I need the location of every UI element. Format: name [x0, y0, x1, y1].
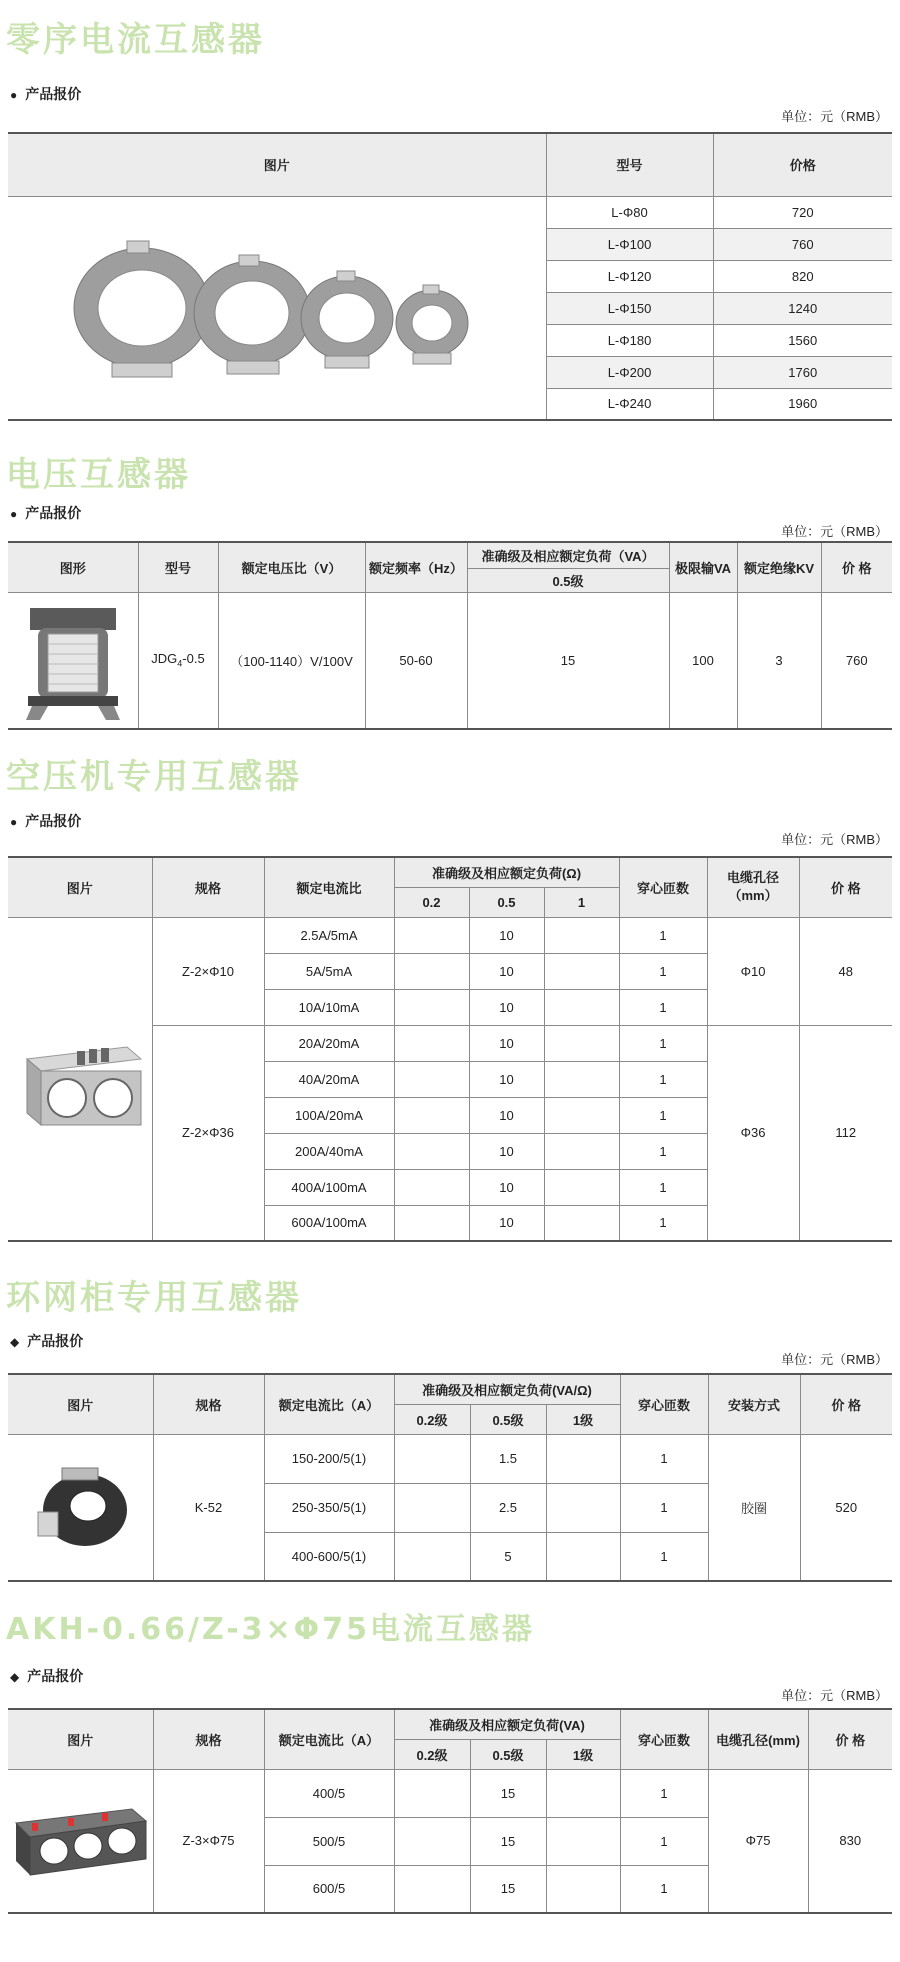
- product-photo-cell: [8, 1434, 153, 1581]
- class-1-cell: [546, 1483, 620, 1532]
- header-spec: 规格: [153, 1374, 264, 1434]
- section-subtitle: [10, 1666, 83, 1686]
- price-cell: 1760: [713, 356, 892, 388]
- ring-main-unit-price-table: [8, 1373, 892, 1582]
- header-model: 型号: [546, 133, 713, 196]
- section-subtitle: [10, 1331, 83, 1351]
- akh-ct-photo: [12, 1801, 150, 1881]
- class-1-cell: [544, 1205, 619, 1241]
- turns-cell: 1: [619, 1025, 707, 1061]
- current-ratio-cell: 600/5: [264, 1865, 394, 1913]
- header-class-05: 0.5级: [470, 1404, 546, 1434]
- header-cable-hole: 电缆孔径（mm）: [707, 857, 799, 917]
- zero-sequence-ct-photo: [67, 213, 487, 403]
- mount-cell: 胶圈: [708, 1434, 800, 1581]
- class-05-cell: 10: [469, 1025, 544, 1061]
- turns-cell: 1: [619, 953, 707, 989]
- class-05-cell: 10: [469, 1097, 544, 1133]
- header-current-ratio: 额定电流比: [264, 857, 394, 917]
- class-02-cell: [394, 953, 469, 989]
- header-accuracy: 准确级及相应额定负荷（VA）: [467, 542, 669, 568]
- current-ratio-cell: 500/5: [264, 1817, 394, 1865]
- header-grade-05: 0.5级: [467, 568, 669, 592]
- class-1-cell: [544, 1097, 619, 1133]
- current-ratio-cell: 40A/20mA: [264, 1061, 394, 1097]
- class-02-cell: [394, 1097, 469, 1133]
- model-cell: L-Φ200: [546, 356, 713, 388]
- class-1-cell: [546, 1532, 620, 1581]
- product-photo-cell: [8, 592, 138, 729]
- header-current-ratio: 额定电流比（A）: [264, 1374, 394, 1434]
- price-cell: 112: [799, 1025, 892, 1241]
- bullet-circle-icon: ●: [10, 815, 18, 829]
- class-1-cell: [544, 1133, 619, 1169]
- turns-cell: 1: [620, 1769, 708, 1817]
- unit-label: 单位：元（RMB）: [781, 832, 888, 847]
- header-turns: 穿心匝数: [620, 1374, 708, 1434]
- class-1-cell: [544, 989, 619, 1025]
- turns-cell: 1: [620, 1865, 708, 1913]
- unit-label: 单位：元（RMB）: [781, 1352, 888, 1367]
- header-price: 价 格: [821, 542, 892, 592]
- turns-cell: 1: [620, 1434, 708, 1483]
- header-class-05: 0.5级: [470, 1739, 546, 1769]
- header-turns: 穿心匝数: [620, 1709, 708, 1769]
- spec-cell: Z-3×Φ75: [153, 1769, 264, 1913]
- spec-cell: Z-2×Φ10: [152, 917, 264, 1025]
- header-image: 图片: [8, 1709, 153, 1769]
- zero-sequence-price-table: [8, 132, 892, 421]
- class-05-cell: 10: [469, 989, 544, 1025]
- class-1-cell: [544, 1025, 619, 1061]
- class-1-cell: [546, 1769, 620, 1817]
- class-02-cell: [394, 1769, 470, 1817]
- air-compressor-ct-photo: [15, 1029, 145, 1129]
- class-02-cell: [394, 1434, 470, 1483]
- class-02-cell: [394, 1169, 469, 1205]
- class-05-cell: 10: [469, 917, 544, 953]
- model-cell: $JDG_4-0.5$: [138, 592, 218, 729]
- section-subtitle: [10, 503, 81, 523]
- price-cell: 520: [800, 1434, 892, 1581]
- section-title-air-compressor: 空压机专用互感器: [6, 757, 302, 797]
- turns-cell: 1: [620, 1483, 708, 1532]
- subtitle-text: 产品报价: [27, 1333, 84, 1349]
- class-02-cell: [394, 1061, 469, 1097]
- header-model: 型号: [138, 542, 218, 592]
- price-cell: 760: [713, 228, 892, 260]
- class-02-cell: [394, 1532, 470, 1581]
- class-02-cell: [394, 1205, 469, 1241]
- price-cell: 760: [821, 592, 892, 729]
- subtitle-text: 产品报价: [25, 86, 82, 102]
- header-mount: 安装方式: [708, 1374, 800, 1434]
- header-price: 价 格: [799, 857, 892, 917]
- voltage-transformer-photo: [18, 598, 128, 723]
- header-insulation: 额定绝缘KV: [737, 542, 821, 592]
- section-title-voltage-transformer: 电压互感器: [6, 455, 191, 495]
- class-1-cell: [544, 917, 619, 953]
- bullet-circle-icon: ●: [10, 507, 18, 521]
- model-cell: L-Φ120: [546, 260, 713, 292]
- header-image: 图片: [8, 1374, 153, 1434]
- current-ratio-cell: 5A/5mA: [264, 953, 394, 989]
- price-cell: 720: [713, 196, 892, 228]
- model-cell: L-Φ180: [546, 324, 713, 356]
- class-1-cell: [546, 1817, 620, 1865]
- turns-cell: 1: [619, 1097, 707, 1133]
- model-cell: L-Φ150: [546, 292, 713, 324]
- model-cell: L-Φ100: [546, 228, 713, 260]
- frequency-cell: 50-60: [365, 592, 467, 729]
- class-1-cell: [544, 1169, 619, 1205]
- section-subtitle: [10, 84, 81, 104]
- header-class-05: 0.5: [469, 887, 544, 917]
- class-02-cell: [394, 917, 469, 953]
- header-limit-output: 极限输VA: [669, 542, 737, 592]
- header-image: 图片: [8, 133, 546, 196]
- current-ratio-cell: 100A/20mA: [264, 1097, 394, 1133]
- header-class-1: 1级: [546, 1404, 620, 1434]
- header-class-1: 1级: [546, 1739, 620, 1769]
- current-ratio-cell: 20A/20mA: [264, 1025, 394, 1061]
- header-shape: 图形: [8, 542, 138, 592]
- header-spec: 规格: [153, 1709, 264, 1769]
- cable-hole-cell: Φ10: [707, 917, 799, 1025]
- class-02-cell: [394, 1483, 470, 1532]
- price-cell: 1240: [713, 292, 892, 324]
- cable-hole-cell: Φ75: [708, 1769, 808, 1913]
- subtitle-text: 产品报价: [27, 1668, 84, 1684]
- unit-label: 单位：元（RMB）: [781, 1688, 888, 1703]
- header-price: 价格: [713, 133, 892, 196]
- class-1-cell: [546, 1434, 620, 1483]
- class-02-cell: [394, 1817, 470, 1865]
- class-1-cell: [544, 1061, 619, 1097]
- model-cell: L-Φ80: [546, 196, 713, 228]
- header-spec: 规格: [152, 857, 264, 917]
- turns-cell: 1: [619, 989, 707, 1025]
- turns-cell: 1: [620, 1817, 708, 1865]
- class-05-cell: 10: [469, 1169, 544, 1205]
- current-ratio-cell: 250-350/5(1): [264, 1483, 394, 1532]
- current-ratio-cell: 400A/100mA: [264, 1169, 394, 1205]
- turns-cell: 1: [619, 1061, 707, 1097]
- header-class-02: 0.2级: [394, 1404, 470, 1434]
- header-accuracy: 准确级及相应额定负荷(VA): [394, 1709, 620, 1739]
- header-accuracy: 准确级及相应额定负荷(Ω): [394, 857, 619, 887]
- product-photo-cell: [8, 196, 546, 420]
- insulation-cell: 3: [737, 592, 821, 729]
- current-ratio-cell: 400-600/5(1): [264, 1532, 394, 1581]
- current-ratio-cell: 150-200/5(1): [264, 1434, 394, 1483]
- section-title-akh: AKH-0.66/Z-3×Φ75电流互感器: [6, 1612, 535, 1647]
- class-05-cell: 10: [469, 1061, 544, 1097]
- header-frequency: 额定频率（Hz）: [365, 542, 467, 592]
- header-turns: 穿心匝数: [619, 857, 707, 917]
- bullet-diamond-icon: ◆: [10, 1670, 20, 1684]
- class-02-cell: [394, 1025, 469, 1061]
- header-current-ratio: 额定电流比（A）: [264, 1709, 394, 1769]
- header-image: 图片: [8, 857, 152, 917]
- unit-label: 单位：元（RMB）: [781, 524, 888, 539]
- header-class-02: 0.2级: [394, 1739, 470, 1769]
- voltage-transformer-price-table: [8, 541, 892, 730]
- cable-hole-cell: Φ36: [707, 1025, 799, 1241]
- unit-label: 单位：元（RMB）: [781, 109, 888, 124]
- current-ratio-cell: 400/5: [264, 1769, 394, 1817]
- header-class-02: 0.2: [394, 887, 469, 917]
- voltage-ratio-cell: （100-1140）V/100V: [218, 592, 365, 729]
- price-cell: 820: [713, 260, 892, 292]
- turns-cell: 1: [619, 1205, 707, 1241]
- header-cable-hole: 电缆孔径(mm): [708, 1709, 808, 1769]
- section-title-ring-main-unit: 环网柜专用互感器: [6, 1278, 302, 1318]
- price-cell: 48: [799, 917, 892, 1025]
- product-photo-cell: [8, 1769, 153, 1913]
- class-05-cell: 10: [469, 953, 544, 989]
- header-accuracy: 准确级及相应额定负荷(VA/Ω): [394, 1374, 620, 1404]
- header-price: 价 格: [808, 1709, 892, 1769]
- current-ratio-cell: 2.5A/5mA: [264, 917, 394, 953]
- class-02-cell: [394, 989, 469, 1025]
- spec-cell: Z-2×Φ36: [152, 1025, 264, 1241]
- class-05-cell: 2.5: [470, 1483, 546, 1532]
- current-ratio-cell: 600A/100mA: [264, 1205, 394, 1241]
- current-ratio-cell: 10A/10mA: [264, 989, 394, 1025]
- class-05-cell: 10: [469, 1205, 544, 1241]
- class-05-cell: 1.5: [470, 1434, 546, 1483]
- class-1-cell: [544, 953, 619, 989]
- price-cell: 1560: [713, 324, 892, 356]
- limit-output-cell: 100: [669, 592, 737, 729]
- section-title-zero-sequence: 零序电流互感器: [6, 20, 265, 60]
- class-02-cell: [394, 1865, 470, 1913]
- section-subtitle: [10, 811, 81, 831]
- subtitle-text: 产品报价: [25, 505, 82, 521]
- air-compressor-price-table: [8, 856, 892, 1242]
- header-class-1: 1: [544, 887, 619, 917]
- current-ratio-cell: 200A/40mA: [264, 1133, 394, 1169]
- load-cell: 15: [467, 592, 669, 729]
- price-cell: 830: [808, 1769, 892, 1913]
- class-1-cell: [546, 1865, 620, 1913]
- spec-cell: K-52: [153, 1434, 264, 1581]
- class-05-cell: 5: [470, 1532, 546, 1581]
- turns-cell: 1: [619, 917, 707, 953]
- product-photo-cell: [8, 917, 152, 1241]
- bullet-diamond-icon: ◆: [10, 1335, 20, 1349]
- turns-cell: 1: [620, 1532, 708, 1581]
- class-05-cell: 15: [470, 1817, 546, 1865]
- class-05-cell: 15: [470, 1769, 546, 1817]
- price-cell: 1960: [713, 388, 892, 420]
- class-05-cell: 15: [470, 1865, 546, 1913]
- subtitle-text: 产品报价: [25, 813, 82, 829]
- turns-cell: 1: [619, 1133, 707, 1169]
- class-05-cell: 10: [469, 1133, 544, 1169]
- header-price: 价 格: [800, 1374, 892, 1434]
- class-02-cell: [394, 1133, 469, 1169]
- bullet-circle-icon: ●: [10, 88, 18, 102]
- ring-main-unit-ct-photo: [30, 1460, 130, 1555]
- header-voltage-ratio: 额定电压比（V）: [218, 542, 365, 592]
- model-cell: L-Φ240: [546, 388, 713, 420]
- turns-cell: 1: [619, 1169, 707, 1205]
- akh-price-table: [8, 1708, 892, 1914]
